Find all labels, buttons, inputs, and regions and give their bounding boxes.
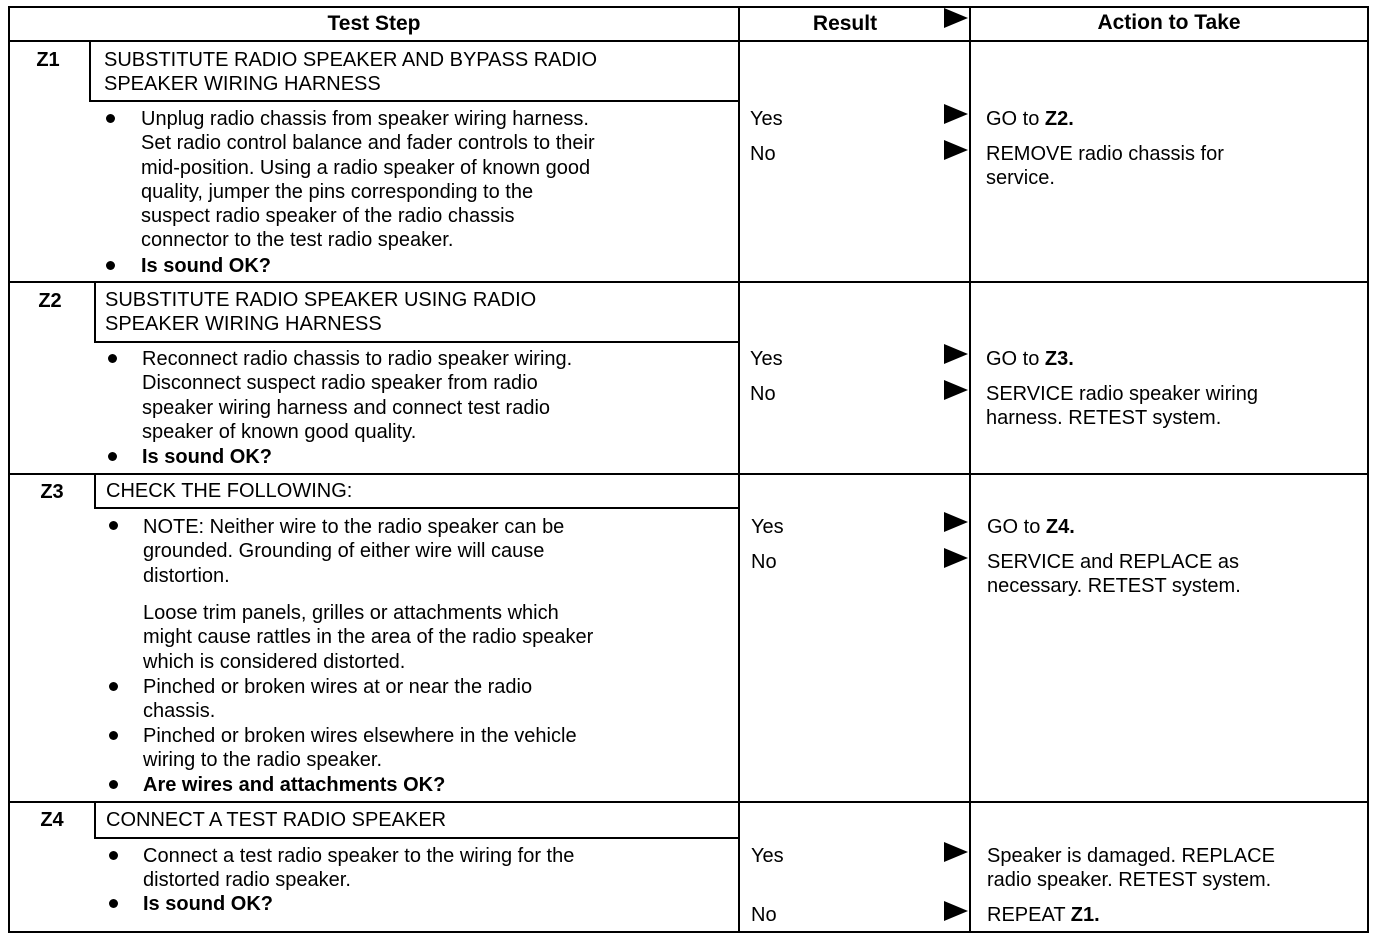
step-id-z4: Z4 [40,809,64,831]
row-divider-z2 [8,281,1369,283]
arrow-right-icon [944,380,968,400]
id-divider-z2 [94,281,96,343]
bullet-icon [108,452,117,461]
table-border-top [8,6,1369,8]
arrow-right-icon [944,548,968,568]
step-title-z2: SUBSTITUTE RADIO SPEAKER USING RADIO SPEAKER WIRING HARNESS [105,289,537,336]
step-check-wires-radio-z3: Pinched or broken wires at or near the radio chassis. [143,676,533,723]
bullet-icon [106,261,115,270]
action-yes-z4: Speaker is damaged. REPLACE radio speaker. RETEST system. [987,845,1275,892]
step-check-wires-vehicle-z3: Pinched or broken wires elsewhere in the vehicle wiring to the radio speaker. [143,725,577,772]
table-border-left [8,6,10,933]
step-title-z3: CHECK THE FOLLOWING: [106,480,353,502]
title-divider-z4 [95,837,739,839]
action-yes-z1: GO to Z2. [986,108,1074,130]
title-divider-z3 [95,507,739,509]
step-id-z2: Z2 [38,290,62,312]
arrow-right-icon [944,842,968,862]
arrow-right-icon [944,344,968,364]
row-divider-z4 [8,801,1369,803]
action-yes-z2: GO to Z3. [986,348,1074,370]
header-divider [8,40,1369,42]
result-yes-z2: Yes [750,348,783,370]
column-divider-action [969,6,971,933]
bullet-icon [109,851,118,860]
id-divider-z1 [89,40,91,102]
arrow-right-icon [944,512,968,532]
step-title-z4: CONNECT A TEST RADIO SPEAKER [106,809,447,831]
step-note-z3: NOTE: Neither wire to the radio speaker can be grounded. Grounding of either wire will cause distortion. [143,516,565,587]
row-divider-z3 [8,473,1369,475]
step-question-z3: Are wires and attachments OK? [143,774,446,796]
result-no-z2: No [750,383,776,405]
action-no-z4: REPEAT Z1. [987,904,1100,926]
step-question-z2: Is sound OK? [142,446,272,468]
header-action: Action to Take [1097,11,1241,34]
arrow-right-icon [944,104,968,124]
step-question-z1: Is sound OK? [141,255,271,277]
arrow-right-icon [944,140,968,160]
action-yes-z3: GO to Z4. [987,516,1075,538]
title-divider-z2 [95,341,739,343]
result-yes-z4: Yes [751,845,784,867]
result-no-z3: No [751,551,777,573]
table-border-bottom [8,931,1369,933]
result-yes-z1: Yes [750,108,783,130]
header-result: Result [812,12,878,35]
title-divider-z1 [90,100,739,102]
action-no-z2: SERVICE radio speaker wiring harness. RETEST system. [986,383,1258,430]
step-question-z4: Is sound OK? [143,893,273,915]
bullet-icon [108,354,117,363]
header-test-step: Test Step [327,12,421,35]
step-id-z3: Z3 [40,481,64,503]
result-no-z1: No [750,143,776,165]
result-yes-z3: Yes [751,516,784,538]
arrow-right-icon [944,901,968,921]
step-title-z1: SUBSTITUTE RADIO SPEAKER AND BYPASS RADIO SPEAKER WIRING HARNESS [104,49,598,96]
step-instruction-z1: Unplug radio chassis from speaker wiring harness. Set radio control balance and fader controls to their mid-position. Using a radio speaker of known good quality, jumper the pins corresponding to the suspect radio speaker of the radio chassis connector to the test radio speaker. [141,108,595,252]
action-no-z1: REMOVE radio chassis for service. [986,143,1224,190]
column-divider-result [738,6,740,933]
bullet-icon [109,780,118,789]
table-border-right [1367,6,1369,933]
id-divider-z3 [94,473,96,509]
header-arrow-icon [944,8,968,28]
step-instruction-z2: Reconnect radio chassis to radio speaker wiring. Disconnect suspect radio speaker from radio speaker wiring harness and connect test radio speaker of known good quality. [142,348,573,443]
bullet-icon [109,899,118,908]
step-instruction-z4: Connect a test radio speaker to the wiring for the distorted radio speaker. [143,845,575,892]
step-id-z1: Z1 [36,49,60,71]
bullet-icon [106,114,115,123]
bullet-icon [109,682,118,691]
id-divider-z4 [94,801,96,839]
bullet-icon [109,521,118,530]
bullet-icon [109,731,118,740]
action-no-z3: SERVICE and REPLACE as necessary. RETEST system. [987,551,1241,598]
result-no-z4: No [751,904,777,926]
step-paragraph-z3: Loose trim panels, grilles or attachments which might cause rattles in the area of the radio speaker which is considered distorted. [143,602,594,673]
